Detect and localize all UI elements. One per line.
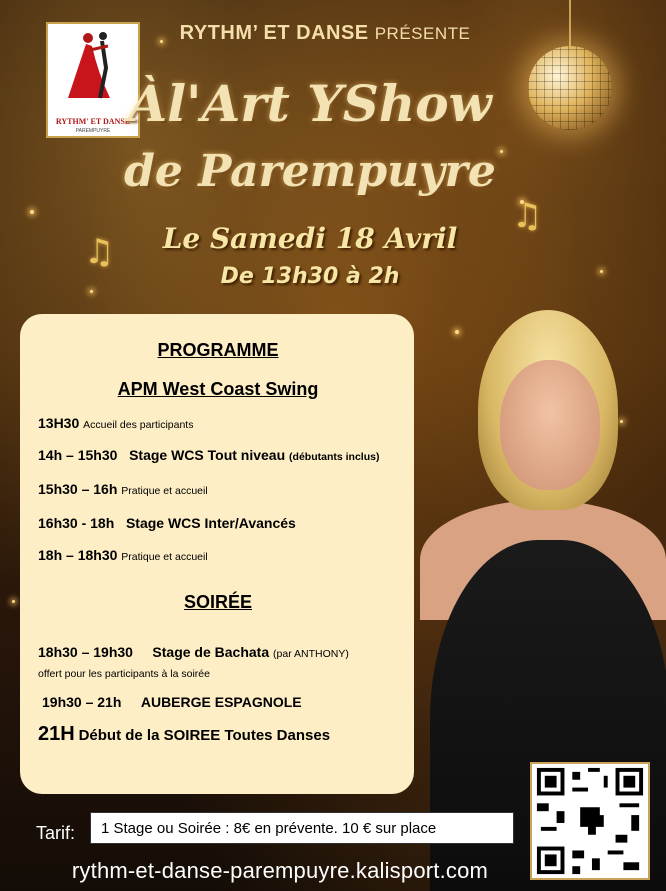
programme-title: PROGRAMME <box>157 340 279 360</box>
list-item: 14h – 15h30 Stage WCS Tout niveau (débutants inclus) <box>38 447 380 463</box>
list-item: 18h30 – 19h30 Stage de Bachata (par ANTHONY) offert pour les participants à la soirée <box>38 644 349 680</box>
soiree-title: SOIRÉE <box>183 592 253 612</box>
list-item: 21H Début de la SOIREE Toutes Danses <box>38 723 331 745</box>
logo-sub: PAREMPUYRE <box>75 128 111 134</box>
list-item: 15h30 – 16h Pratique et accueil <box>38 481 208 497</box>
qr-code-icon[interactable] <box>530 762 650 880</box>
disco-ball-icon <box>528 46 612 130</box>
sparkle-icon <box>30 210 34 214</box>
list-item: 16h30 - 18h Stage WCS Inter/Avancés <box>38 515 296 531</box>
logo-name: RYTHM' ET DANSE <box>55 117 131 126</box>
organizer-name: RYTHM’ ET DANSE <box>179 22 369 44</box>
sparkle-icon <box>90 290 93 293</box>
music-note-icon: ♫ <box>512 196 543 236</box>
sparkle-icon <box>600 270 603 273</box>
list-item: 13H30 Accueil des participants <box>38 415 194 431</box>
header-line <box>150 22 500 45</box>
sparkle-icon <box>500 150 503 153</box>
event-title-line1: Àl'Art YShow <box>128 74 492 133</box>
event-date: Le Samedi 18 Avril <box>162 222 458 255</box>
apm-title: APM West Coast Swing <box>117 379 319 399</box>
presente-label: PRÉSENTE <box>374 24 471 43</box>
tarif-value: 1 Stage ou Soirée : 8€ en prévente. 10 € sur place <box>90 812 514 844</box>
event-title-line2: de Parempuyre <box>124 146 496 197</box>
tarif-label: Tarif: <box>36 823 76 843</box>
disco-string <box>569 0 571 46</box>
programme-panel <box>20 314 414 794</box>
website-link[interactable]: rythm-et-danse-parempuyre.kalisport.com <box>71 858 489 883</box>
sparkle-icon <box>12 600 15 603</box>
event-hours: De 13h30 à 2h <box>220 264 400 289</box>
list-item: 19h30 – 21h AUBERGE ESPAGNOLE <box>42 694 302 710</box>
performer-face <box>500 360 600 490</box>
music-note-icon: ♫ <box>84 232 115 272</box>
list-item: 18h – 18h30 Pratique et accueil <box>38 547 208 563</box>
